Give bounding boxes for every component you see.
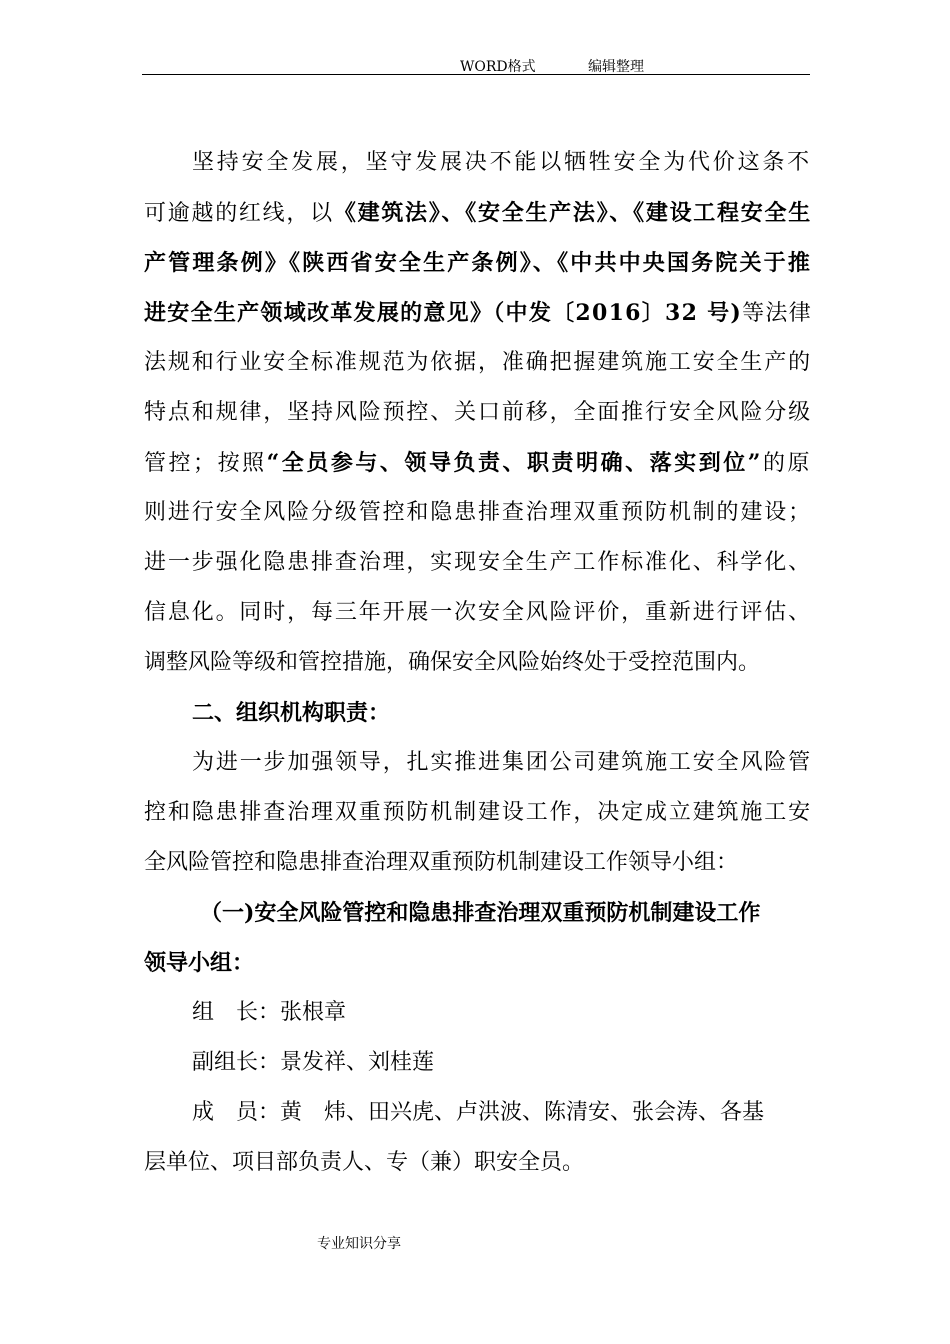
section-title-organization: 二、组织机构职责： xyxy=(192,700,391,726)
group-deputy-leaders: 副组长：景发祥、刘桂莲 xyxy=(192,1050,435,1075)
paragraph2-line-1 xyxy=(144,738,812,788)
text-run: 则进行安全风险分级管控和隐患排查治理双重预防机制的建设； xyxy=(144,500,812,525)
group-members-line-2: 层单位、项目部负责人、专（兼）职安全员。 xyxy=(144,1150,585,1175)
text-run: 可逾越的红线，以 xyxy=(144,201,334,226)
text-line xyxy=(144,438,812,488)
document-body xyxy=(144,138,812,1188)
page-header xyxy=(142,54,810,75)
subsection-title-line-2: 领导小组： xyxy=(144,950,255,976)
text-run: 特点和规律，坚持风险预控、关口前移，全面推行安全风险分级 xyxy=(144,400,812,425)
text-line: 控和隐患排查治理双重预防机制建设工作，决定成立建筑施工安 xyxy=(144,800,812,825)
text-line xyxy=(144,650,760,675)
bold-text-run: 《建筑法》、《安全生产法》、《建设工程安全生 xyxy=(333,200,812,226)
paragraph1-line xyxy=(144,138,812,188)
bold-text-run: 进安全生产领域改革发展的意见》（中发〔2016〕32 号) xyxy=(144,300,743,326)
text-run: 调整风险等级和管控措施，确保安全风险始终处于受控范围内。 xyxy=(144,650,761,675)
group-members-line-1: 成 员：黄 炜、田兴虎、卢洪波、陈清安、张会涛、各基 xyxy=(192,1100,765,1125)
header-format-label: WORD格式 xyxy=(460,59,536,75)
page-footer: 专业知识分享 xyxy=(317,1236,401,1252)
text-line xyxy=(144,338,812,388)
text-line xyxy=(144,288,812,338)
paragraph1-line xyxy=(144,288,812,338)
paragraph1-line xyxy=(144,438,812,488)
bold-text-run: 产管理条例》《陕西省安全生产条例》、《中共中央国务院关于推 xyxy=(144,250,812,276)
paragraph2-line-2 xyxy=(144,788,812,838)
paragraph-safety-development xyxy=(144,138,812,688)
paragraph1-line xyxy=(144,538,812,588)
text-run: 管控；按照 xyxy=(144,451,267,476)
bold-text-run: “全员参与、领导负责、职责明确、落实到位” xyxy=(266,450,763,476)
header-edit-label: 编辑整理 xyxy=(588,59,644,75)
text-run: 进一步强化隐患排查治理，实现安全生产工作标准化、科学化、 xyxy=(144,550,812,575)
text-run: 法规和行业安全标准规范为依据，准确把握建筑施工安全生产的 xyxy=(144,350,812,375)
text-line xyxy=(144,188,812,238)
paragraph1-line xyxy=(144,488,812,538)
text-line xyxy=(144,538,812,588)
text-line xyxy=(144,388,812,438)
paragraph1-line xyxy=(144,188,812,238)
text-line: 全风险管控和隐患排查治理双重预防机制建设工作领导小组： xyxy=(144,850,739,875)
paragraph2-line-3 xyxy=(144,838,812,888)
text-line xyxy=(192,138,812,188)
text-run: 信息化。同时，每三年开展一次安全风险评价，重新进行评估、 xyxy=(144,600,812,625)
text-line xyxy=(144,238,812,288)
paragraph1-line xyxy=(144,338,812,388)
text-run: 的原 xyxy=(762,451,812,476)
paragraph1-line xyxy=(144,638,812,688)
paragraph1-line xyxy=(144,388,812,438)
group-leader: 组 长：张根章 xyxy=(192,1000,347,1025)
paragraph1-line xyxy=(144,588,812,638)
text-run: 坚持安全发展，坚守发展决不能以牺牲安全为代价这条不 xyxy=(192,150,812,175)
subsection-title-line-1: （一)安全风险管控和隐患排查治理双重预防机制建设工作 xyxy=(200,900,761,926)
paragraph1-line xyxy=(144,238,812,288)
text-run: 等法律 xyxy=(742,301,812,326)
text-line: 为进一步加强领导，扎实推进集团公司建筑施工安全风险管 xyxy=(192,750,812,775)
text-line xyxy=(144,488,812,538)
text-line xyxy=(144,588,812,638)
